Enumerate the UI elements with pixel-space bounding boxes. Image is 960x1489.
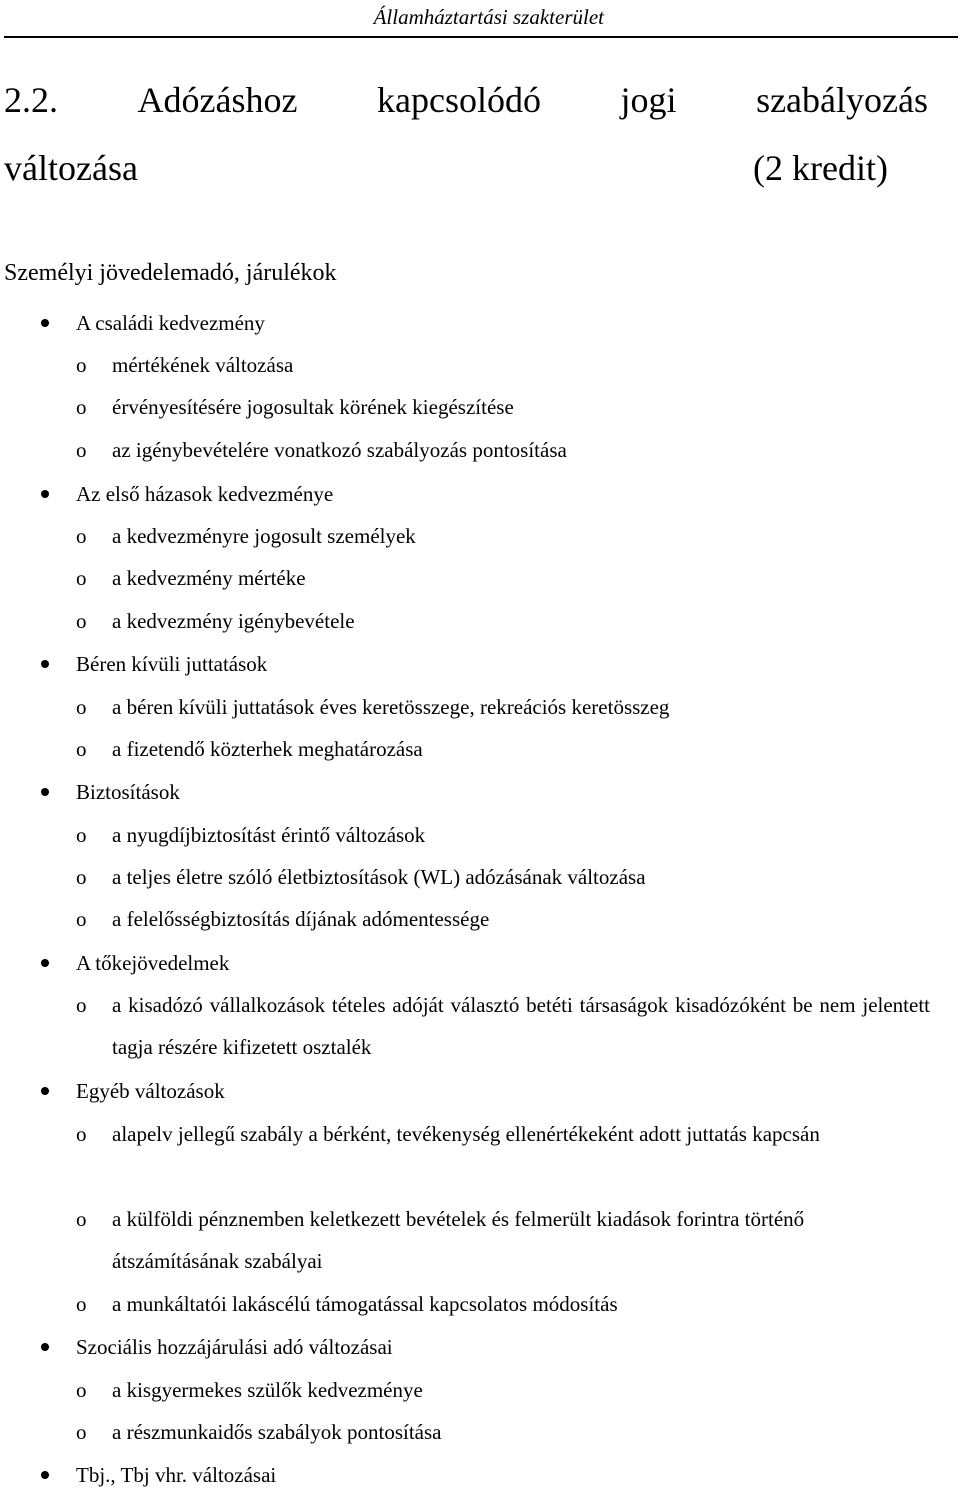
bullet-item-label: Tbj., Tbj vhr. változásai <box>76 1463 277 1487</box>
sub-bullet-icon: o <box>76 865 87 889</box>
bullet-icon <box>41 660 49 668</box>
sub-item-label: a béren kívüli juttatások éves keretösszege, rekreációs keretösszeg <box>112 695 670 719</box>
sub-item-label: a kedvezmény mértéke <box>112 566 306 590</box>
sub-bullet-icon: o <box>76 823 87 847</box>
page-title-line-1 <box>4 78 928 122</box>
bullet-icon <box>41 319 49 327</box>
title-word: kapcsolódó <box>377 80 541 120</box>
page-title-line-2 <box>4 146 888 190</box>
bullet-icon <box>41 959 49 967</box>
bullet-item-label: A családi kedvezmény <box>76 311 265 335</box>
bullet-item-label: Az első házasok kedvezménye <box>76 482 334 506</box>
title-word: 2.2. <box>4 80 58 120</box>
sub-bullet-icon: o <box>76 1292 87 1316</box>
sub-bullet-icon: o <box>76 1420 87 1444</box>
sub-item-label: a kedvezmény igénybevétele <box>112 609 355 633</box>
sub-item-label: a felelősségbiztosítás díjának adómentessége <box>112 907 490 931</box>
sub-item-label: a kisgyermekes szülők kedvezménye <box>112 1378 423 1402</box>
bullet-icon <box>41 490 49 498</box>
sub-item-label: érvényesítésére jogosultak körének kiegészítése <box>112 395 514 419</box>
sub-item-label: a külföldi pénznemben keletkezett bevételek és felmerült kiadások forintra történő átszámításának szabályai <box>112 1207 805 1273</box>
sub-bullet-icon: o <box>76 566 87 590</box>
sub-bullet-icon: o <box>76 1378 87 1402</box>
bullet-icon <box>41 1471 49 1479</box>
bullet-item-label: Egyéb változások <box>76 1079 225 1103</box>
sub-item-label: a nyugdíjbiztosítást érintő változások <box>112 823 426 847</box>
sub-item-label: a részmunkaidős szabályok pontosítása <box>112 1420 442 1444</box>
sub-bullet-icon: o <box>76 1207 87 1231</box>
sub-item-label: a teljes életre szóló életbiztosítások (WL) adózásának változása <box>112 865 646 889</box>
sub-item-label: a fizetendő közterhek meghatározása <box>112 737 423 761</box>
title-word: változása <box>4 148 138 188</box>
bullet-icon <box>41 1343 49 1351</box>
sub-item-label: mértékének változása <box>112 353 294 377</box>
sub-bullet-icon: o <box>76 737 87 761</box>
title-word: Adózáshoz <box>137 80 298 120</box>
title-word: jogi <box>620 80 677 120</box>
header-rule <box>4 36 958 38</box>
bullet-icon <box>41 1087 49 1095</box>
sub-item-label: az igénybevételére vonatkozó szabályozás pontosítása <box>112 438 567 462</box>
credit-label: (2 kredit) <box>753 148 888 188</box>
sub-bullet-icon: o <box>76 438 87 462</box>
sub-bullet-icon: o <box>76 993 87 1017</box>
bullet-item-label: A tőkejövedelmek <box>76 951 230 975</box>
section-heading: Személyi jövedelemadó, járulékok <box>4 260 337 286</box>
sub-item-label: a kisadózó vállalkozások tételes adóját választó betéti társaságok kisadózóként be nem jelentett tagja részére kifizetett osztalék <box>112 993 930 1059</box>
sub-bullet-icon: o <box>76 695 87 719</box>
bullet-item-label: Béren kívüli juttatások <box>76 652 268 676</box>
sub-bullet-icon: o <box>76 395 87 419</box>
sub-bullet-icon: o <box>76 524 87 548</box>
title-word: szabályozás <box>756 80 928 120</box>
sub-item-label: a kedvezményre jogosult személyek <box>112 524 416 548</box>
bullet-icon <box>41 788 49 796</box>
running-header: Államháztartási szakterület <box>373 5 604 29</box>
bullet-item-label: Szociális hozzájárulási adó változásai <box>76 1335 393 1359</box>
sub-item-label: a munkáltatói lakáscélú támogatással kapcsolatos módosítás <box>112 1292 618 1316</box>
sub-bullet-icon: o <box>76 1122 87 1146</box>
sub-item-label: alapelv jellegű szabály a bérként, tevékenység ellenértékeként adott juttatás kapcsán <box>112 1122 820 1146</box>
sub-bullet-icon: o <box>76 609 87 633</box>
sub-bullet-icon: o <box>76 353 87 377</box>
bullet-item-label: Biztosítások <box>76 780 180 804</box>
sub-bullet-icon: o <box>76 907 87 931</box>
